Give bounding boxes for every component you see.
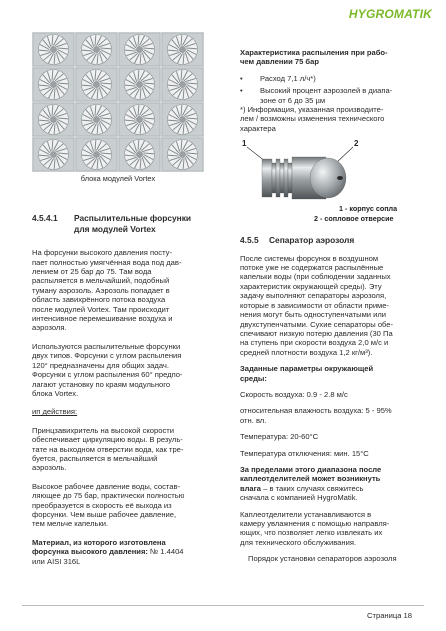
text-line: ляющее до 75 бар, практически полностью xyxy=(32,491,185,501)
paragraph-operation xyxy=(32,426,204,473)
text-line: Порядок установки сепараторов аэрозоля xyxy=(248,554,397,564)
footnote xyxy=(240,105,416,133)
text-line: форсунка высокого давления: xyxy=(32,547,148,557)
text-line: влага xyxy=(240,483,262,493)
paragraph-nozzle-types xyxy=(32,342,204,398)
text-line: тате на выходном отверстии вода, как тре- xyxy=(32,444,184,454)
text-line: блока Vortex. xyxy=(32,388,79,398)
text-line: форсунки. Чем выше рабочее давление, xyxy=(32,509,177,519)
right-column xyxy=(240,48,416,564)
vortex-module xyxy=(76,68,117,101)
text-line: отн. вл. xyxy=(240,415,267,425)
text-line: Заданные параметры окружающей xyxy=(240,364,374,374)
warning-paragraph xyxy=(240,465,416,503)
humidity xyxy=(240,406,416,425)
text-line: на ступень при скорости воздуха 2,0 м/с и xyxy=(240,338,389,348)
paragraph-material xyxy=(32,538,204,566)
text-line: пает полностью умягчённая вода под дав- xyxy=(32,257,182,267)
text-line: буется, распыляется в мельчайший xyxy=(32,453,158,463)
vortex-module xyxy=(119,33,160,66)
text-line: лем / возможны изменения технического xyxy=(240,114,385,124)
paragraph-separator xyxy=(240,254,416,357)
left-column xyxy=(32,32,204,566)
text-line: – в таких случаях свяжитесь xyxy=(261,483,364,493)
text-line: Характеристика распыления при рабо- xyxy=(240,48,388,57)
text-line: интенсивное перемешивание воздуха и xyxy=(32,314,173,324)
vortex-module xyxy=(119,103,160,136)
text-line: относительная влажность воздуха: 5 - 95% xyxy=(240,406,392,416)
shutdown-temperature: Температура отключения: мин. 15°C xyxy=(240,448,369,458)
section-title-line1: Распылительные форсунки xyxy=(74,213,192,224)
environment-params-heading xyxy=(240,364,416,383)
material-number: № 1.4404 xyxy=(147,547,184,557)
text-line: После системы форсунок в воздушном xyxy=(240,253,379,263)
text-line: лением от 25 бар до 75. Там вода xyxy=(32,267,152,277)
vortex-module xyxy=(33,68,74,101)
text-line: характера xyxy=(240,123,276,133)
text-line: обеспечивает циркуляцию воды. В резуль- xyxy=(32,435,183,445)
section-heading-4541 xyxy=(32,213,204,234)
vortex-module xyxy=(33,103,74,136)
paragraph-water-supply xyxy=(32,248,204,333)
section-title: Сепаратор аэрозоля xyxy=(269,235,355,246)
text-line: Каплеотделители устанавливаются в xyxy=(240,509,372,519)
text-line: спечивают низкую потерю давления (30 Па xyxy=(240,328,393,338)
vortex-module xyxy=(119,68,160,101)
section-number: 4.5.4.1 xyxy=(32,213,58,224)
text-line: после модулей Vortex. Там происходит xyxy=(32,304,170,314)
section-title-line2: для модулей Vortex xyxy=(74,223,156,234)
text-line: которые в зависимости от области приме- xyxy=(240,300,390,310)
text-line: среды: xyxy=(240,373,267,383)
page-header xyxy=(0,0,446,26)
vortex-module xyxy=(76,33,117,66)
text-line: капельки воды (при соблюдении заданных xyxy=(240,272,391,282)
vortex-modules-image xyxy=(32,32,204,172)
text-line: За пределами этого диапазона после xyxy=(240,464,382,474)
text-line: зоне от 6 до 35 µм xyxy=(260,95,326,105)
figure-caption: блока модулей Vortex xyxy=(80,174,156,183)
nozzle-label-1: 1 xyxy=(242,139,247,149)
vortex-module xyxy=(33,138,74,171)
text-line: задачу выполняют сепараторы аэрозоля, xyxy=(240,291,387,301)
vortex-module xyxy=(119,138,160,171)
text-line: преобразуется в скорость её выхода из xyxy=(32,500,172,510)
operation-heading: ип действия: xyxy=(32,407,78,417)
text-line: средней плотности воздуха 1,2 кг/м³). xyxy=(240,347,373,357)
text-line: для технического обслуживания. xyxy=(240,537,357,547)
text-line: аэрозоль. xyxy=(32,463,67,473)
text-line: область завихрённого потока воздуха xyxy=(32,295,166,305)
text-line: характеристик окружающей среды). Эту xyxy=(240,281,382,291)
text-line: камеру увлажнения с помощью направля- xyxy=(240,519,390,528)
text-line: ющих, что позволяет легко извлекать их xyxy=(240,528,383,538)
text-line: потоке уже не содержатся распылённые xyxy=(240,263,384,273)
spray-characteristics-heading xyxy=(240,48,416,67)
logo-part-hygro: HYGRO xyxy=(348,7,394,21)
text-line: двухступенчатыми. Сухие сепараторы обе- xyxy=(240,319,394,329)
text-line: двух типов. Форсунки с углом распыления xyxy=(32,351,182,361)
nozzle-image xyxy=(240,137,416,225)
text-line: *) Информация, указанная производите- xyxy=(240,105,384,115)
page-number: Страница 18 xyxy=(367,611,412,620)
list-item: • Расход 7,1 л/ч*) xyxy=(240,74,416,83)
text-line: Материал, из которого изготовлена xyxy=(32,537,166,547)
air-speed: Скорость воздуха: 0.9 - 2.8 м/с xyxy=(240,389,348,399)
vortex-module xyxy=(162,33,203,66)
text-line: или AISI 316L xyxy=(32,556,81,566)
nozzle-caption-2: 2 - сопловое отверсие xyxy=(314,214,394,224)
vortex-module xyxy=(76,103,117,136)
list-item: • Высокий процент аэрозолей в диапа- xyxy=(240,86,416,95)
nozzle-caption-1: 1 - корпус сопла xyxy=(339,204,398,214)
temperature: Температура: 20-60°C xyxy=(240,432,319,442)
text-line: Принцзавихритель на высокой скорости xyxy=(32,425,174,435)
text-line: чем давлении 75 бар xyxy=(240,57,319,67)
text-line: лагают установку по краям модульного xyxy=(32,379,171,389)
vortex-module xyxy=(33,33,74,66)
section-heading-455 xyxy=(240,235,416,245)
text-line: нения могут быть одноступенчатыми или xyxy=(240,310,387,320)
text-line: туману аэрозоль. Аэрозоль попадает в xyxy=(32,285,170,295)
paragraph-pressure xyxy=(32,482,204,529)
text-line: каплеотделителей может возникнуть xyxy=(240,474,381,484)
section-number: 4.5.5 xyxy=(240,235,259,246)
vortex-module xyxy=(162,68,203,101)
text-line: Используются распылительные форсунки xyxy=(32,341,181,351)
vortex-module xyxy=(76,138,117,171)
text-line: 120° предназначены для общих задач. xyxy=(32,360,169,370)
spray-characteristics-list xyxy=(240,74,416,96)
nozzle-label-2: 2 xyxy=(354,139,359,149)
text-line: аэрозоля. xyxy=(32,323,67,333)
text-line: Форсунки с углом распыления 60° предпо- xyxy=(32,370,183,380)
hygromatik-logo xyxy=(349,7,432,21)
logo-part-matik: MATIK xyxy=(393,7,432,21)
vortex-module xyxy=(162,138,203,171)
text-line: Высокое рабочее давление воды, состав- xyxy=(32,481,181,491)
text-line: тем мельче капельки. xyxy=(32,519,109,529)
paragraph-installation xyxy=(240,510,416,548)
footer-divider xyxy=(22,605,424,606)
text-line: распыляется в мельчайший, подобный xyxy=(32,276,170,286)
text-line: сначала с компанией HygroMatik. xyxy=(240,493,358,503)
vortex-module xyxy=(162,103,203,136)
text-line: На форсунки высокого давления посту- xyxy=(32,248,172,258)
